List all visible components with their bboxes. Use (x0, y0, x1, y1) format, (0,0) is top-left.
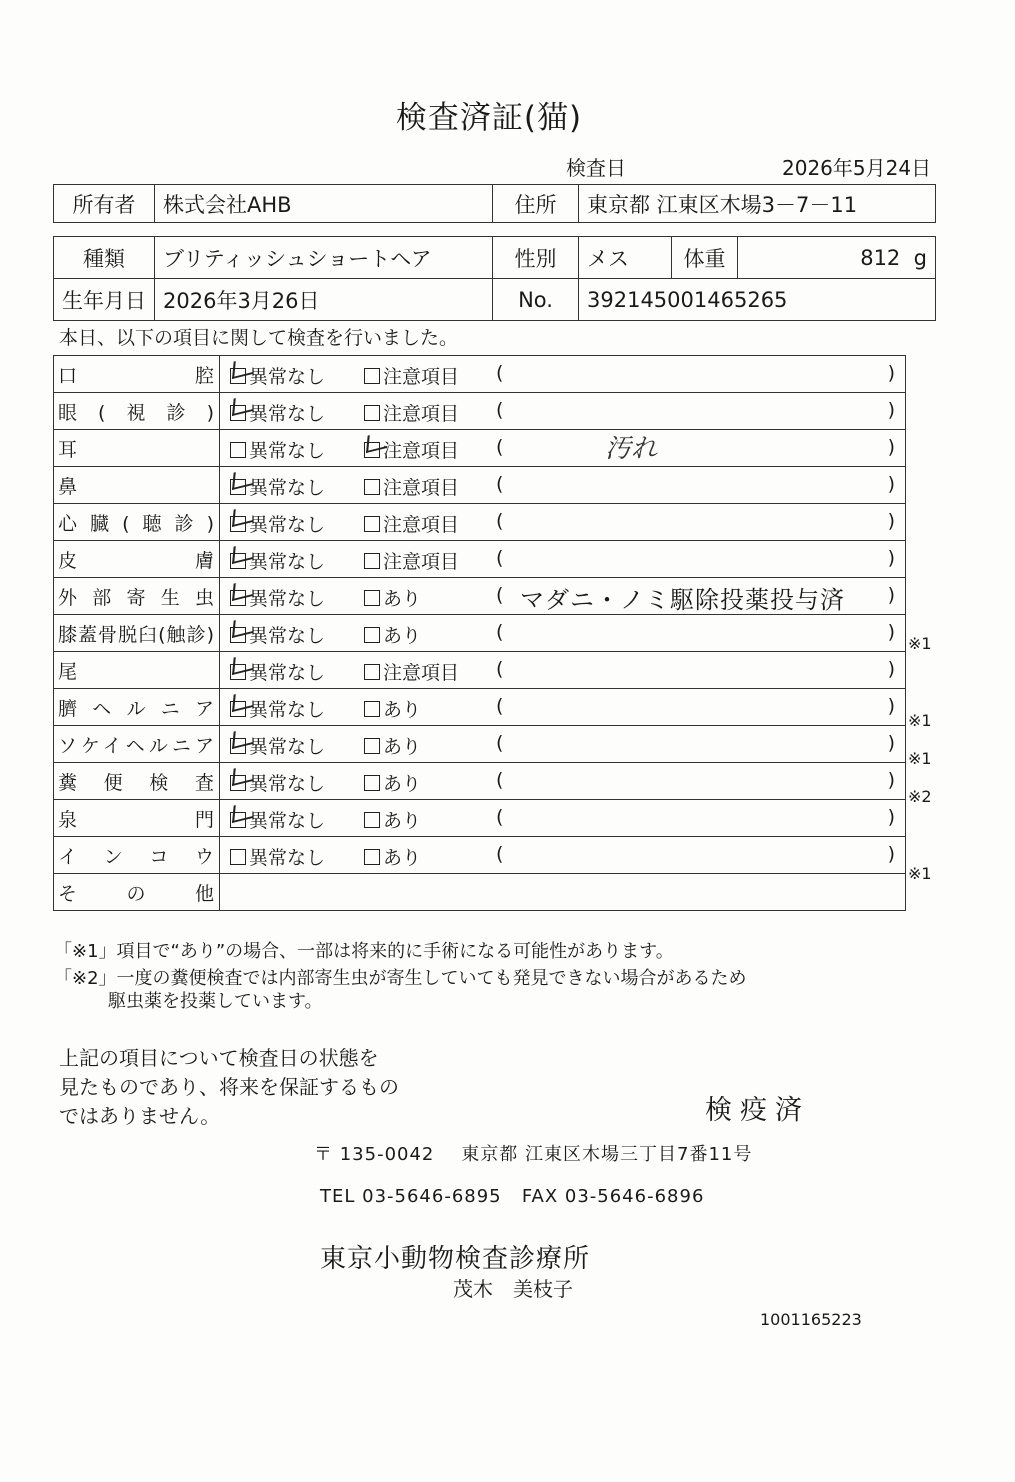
option-label: 異常なし (249, 736, 326, 758)
option-label: 異常なし (249, 366, 326, 388)
checkbox-icon[interactable] (230, 849, 246, 865)
clinic-name: 東京小動物検査診療所 (320, 1244, 591, 1274)
checkbox-icon[interactable] (230, 701, 246, 717)
exam-item-name: ソケイヘルニア (54, 726, 220, 763)
exam-item-name: 口腔 (54, 356, 220, 393)
option-no-abnormality[interactable] (230, 584, 325, 611)
other-value (220, 874, 906, 911)
option-label: 異常なし (249, 662, 326, 684)
paren-close: ) (887, 473, 895, 495)
option-attention[interactable] (364, 362, 459, 389)
reference-mark: ※2 (908, 787, 932, 807)
exam-date-label: 検査日 (566, 156, 626, 180)
paren-open: ( (496, 695, 504, 717)
reference-mark: ※1 (908, 633, 932, 653)
option-label: 異常なし (249, 847, 326, 869)
footnote-2: 「※2」一度の糞便検査では内部寄生虫が寄生していても発見できない場合があるため (54, 968, 747, 989)
exam-options (220, 689, 906, 726)
option-no-abnormality[interactable] (230, 695, 325, 722)
reference-mark: ※1 (908, 864, 932, 884)
option-label: 異常なし (249, 699, 326, 721)
exam-options (220, 837, 906, 874)
birth-label: 生年月日 (54, 279, 155, 321)
paren-open: ( (496, 806, 504, 828)
paren-open: ( (496, 769, 504, 791)
checkbox-icon[interactable] (230, 442, 246, 458)
exam-row (54, 615, 906, 652)
option-label: 注意項目 (383, 551, 460, 573)
option-label: あり (383, 699, 422, 721)
checkbox-icon[interactable] (364, 664, 380, 680)
checkbox-icon[interactable] (364, 627, 380, 643)
exam-table (53, 355, 906, 911)
checkbox-icon[interactable] (364, 590, 380, 606)
exam-row (54, 504, 906, 541)
exam-options (220, 763, 906, 800)
exam-item-name: 鼻 (54, 467, 220, 504)
option-no-abnormality[interactable] (230, 436, 325, 463)
number-value: 392145001465265 (579, 279, 936, 321)
option-attention[interactable] (364, 621, 421, 648)
checkbox-icon[interactable] (230, 368, 246, 384)
paren-open: ( (496, 399, 504, 421)
exam-row (54, 689, 906, 726)
exam-options (220, 578, 906, 615)
exam-note: マダニ・ノミ駆除投薬投与済 (520, 586, 845, 614)
checkbox-icon[interactable] (364, 738, 380, 754)
exam-options (220, 430, 906, 467)
paren-open: ( (496, 436, 504, 458)
owner-table (53, 184, 936, 223)
address-value: 東京都 江東区木場3－7－11 (579, 185, 936, 223)
exam-row (54, 393, 906, 430)
checkbox-icon[interactable] (230, 590, 246, 606)
clinic-address: 東京都 江東区木場三丁目7番11号 (461, 1144, 753, 1165)
paren-close: ) (887, 510, 895, 532)
option-label: 注意項目 (383, 477, 460, 499)
exam-row (54, 763, 906, 800)
exam-item-name: 泉門 (54, 800, 220, 837)
option-no-abnormality[interactable] (230, 769, 325, 796)
option-label: 注意項目 (383, 366, 460, 388)
disclaimer-line: ではありません。 (59, 1104, 221, 1128)
option-attention[interactable] (364, 843, 421, 870)
checkbox-icon[interactable] (364, 516, 380, 532)
exam-item-name: インコウ (54, 837, 220, 874)
option-no-abnormality[interactable] (230, 399, 325, 426)
exam-row-other (54, 874, 906, 911)
exam-options (220, 541, 906, 578)
option-label: あり (383, 625, 422, 647)
handwritten-note: 汚れ (605, 434, 658, 464)
clinic-address-line (314, 1140, 752, 1166)
checkbox-icon[interactable] (230, 738, 246, 754)
option-label: 異常なし (249, 403, 326, 425)
checkbox-icon[interactable] (364, 553, 380, 569)
paren-close: ) (887, 362, 895, 384)
option-attention[interactable] (364, 436, 459, 463)
clinic-fax: FAX 03-5646-6896 (521, 1186, 705, 1207)
exam-options (220, 356, 906, 393)
paren-close: ) (887, 436, 895, 458)
exam-item-name: 耳 (54, 430, 220, 467)
option-no-abnormality[interactable] (230, 510, 325, 537)
checkbox-icon[interactable] (230, 405, 246, 421)
exam-options (220, 393, 906, 430)
option-attention[interactable] (364, 695, 421, 722)
exam-item-name: 皮膚 (54, 541, 220, 578)
exam-item-name: 外部寄生虫 (54, 578, 220, 615)
paren-close: ) (887, 621, 895, 643)
checkbox-icon[interactable] (364, 775, 380, 791)
exam-row (54, 541, 906, 578)
checkbox-icon[interactable] (230, 553, 246, 569)
checkbox-icon[interactable] (364, 849, 380, 865)
checkbox-icon[interactable] (230, 812, 246, 828)
option-label: あり (383, 847, 422, 869)
paren-close: ) (887, 399, 895, 421)
intro-text: 本日、以下の項目に関して検査を行いました。 (59, 327, 459, 349)
inspection-stamp: 検疫済 (705, 1095, 810, 1126)
paren-open: ( (496, 510, 504, 532)
paren-close: ) (887, 732, 895, 754)
option-no-abnormality[interactable] (230, 732, 325, 759)
weight-unit: g (913, 245, 927, 270)
exam-options (220, 504, 906, 541)
footnote-1: 「※1」項目で“あり”の場合、一部は将来的に手術になる可能性があります。 (54, 941, 674, 962)
paren-open: ( (496, 621, 504, 643)
paren-close: ) (887, 658, 895, 680)
option-label: あり (383, 810, 422, 832)
disclaimer-line: 見たものであり、将来を保証するもの (59, 1075, 399, 1099)
checkbox-icon[interactable] (364, 812, 380, 828)
exam-item-name: 心臓(聴診) (54, 504, 220, 541)
checkbox-icon[interactable] (364, 405, 380, 421)
paren-close: ) (887, 843, 895, 865)
option-attention[interactable] (364, 547, 459, 574)
exam-options (220, 800, 906, 837)
sex-value: メス (579, 237, 672, 279)
exam-row (54, 726, 906, 763)
checkbox-icon[interactable] (364, 701, 380, 717)
option-label: あり (383, 736, 422, 758)
exam-row (54, 837, 906, 874)
clinic-contact-line (320, 1186, 704, 1207)
option-label: あり (383, 588, 422, 610)
reference-mark: ※1 (908, 710, 932, 730)
paren-close: ) (887, 695, 895, 717)
exam-row (54, 652, 906, 689)
paren-open: ( (496, 843, 504, 865)
option-label: 異常なし (249, 477, 326, 499)
option-label: あり (383, 773, 422, 795)
clinic-tel: TEL 03-5646-6895 (320, 1186, 502, 1207)
option-label: 注意項目 (383, 514, 460, 536)
checkbox-icon[interactable] (364, 442, 380, 458)
option-label: 注意項目 (383, 403, 460, 425)
paren-close: ) (887, 584, 895, 606)
option-label: 異常なし (249, 773, 326, 795)
exam-row (54, 578, 906, 615)
disclaimer (59, 1044, 399, 1131)
paren-close: ) (887, 547, 895, 569)
option-attention[interactable] (364, 658, 459, 685)
option-attention[interactable] (364, 769, 421, 796)
option-attention[interactable] (364, 806, 421, 833)
option-no-abnormality[interactable] (230, 843, 325, 870)
exam-item-name: 眼(視診) (54, 393, 220, 430)
document-id: 1001165223 (760, 1310, 862, 1329)
paren-open: ( (496, 584, 504, 606)
paren-close: ) (887, 769, 895, 791)
pet-row-2 (54, 279, 936, 321)
weight-value: 812 (860, 245, 901, 270)
breed-value: ブリティッシュショートヘア (155, 237, 493, 279)
option-no-abnormality[interactable] (230, 658, 325, 685)
number-label: No. (493, 279, 579, 321)
exam-item-name: 糞便検査 (54, 763, 220, 800)
page-title: 検査済証(猫) (395, 100, 583, 136)
footnote-2-continued: 駆虫薬を投薬しています。 (108, 991, 323, 1012)
owner-label: 所有者 (54, 185, 155, 223)
weight-label: 体重 (672, 237, 738, 279)
owner-value: 株式会社AHB (155, 185, 493, 223)
option-no-abnormality[interactable] (230, 806, 325, 833)
option-attention[interactable] (364, 732, 421, 759)
exam-row (54, 467, 906, 504)
option-label: 異常なし (249, 625, 326, 647)
exam-options (220, 615, 906, 652)
weight-cell (738, 237, 936, 279)
checkbox-icon[interactable] (230, 479, 246, 495)
clinic-postal: 〒 135-0042 (314, 1144, 435, 1165)
disclaimer-line: 上記の項目について検査日の状態を (59, 1046, 379, 1070)
sex-label: 性別 (493, 237, 579, 279)
checkbox-icon[interactable] (230, 516, 246, 532)
exam-item-name: 臍ヘルニア (54, 689, 220, 726)
other-label: その他 (54, 874, 220, 911)
checkbox-icon[interactable] (230, 664, 246, 680)
exam-row (54, 430, 906, 467)
option-no-abnormality[interactable] (230, 362, 325, 389)
option-no-abnormality[interactable] (230, 547, 325, 574)
paren-open: ( (496, 473, 504, 495)
option-label: 異常なし (249, 588, 326, 610)
option-no-abnormality[interactable] (230, 473, 325, 500)
checkbox-icon[interactable] (230, 775, 246, 791)
paren-open: ( (496, 658, 504, 680)
option-label: 異常なし (249, 514, 326, 536)
exam-row (54, 800, 906, 837)
checkbox-icon[interactable] (364, 368, 380, 384)
checkbox-icon[interactable] (230, 627, 246, 643)
option-attention[interactable] (364, 399, 459, 426)
birth-value: 2026年3月26日 (155, 279, 493, 321)
address-label: 住所 (493, 185, 579, 223)
reference-mark: ※1 (908, 749, 932, 768)
paren-open: ( (496, 547, 504, 569)
exam-options (220, 467, 906, 504)
option-no-abnormality[interactable] (230, 621, 325, 648)
option-attention[interactable] (364, 584, 421, 611)
exam-options (220, 726, 906, 763)
option-label: 注意項目 (383, 662, 460, 684)
paren-open: ( (496, 362, 504, 384)
exam-date-value: 2026年5月24日 (782, 156, 932, 180)
exam-item-name: 尾 (54, 652, 220, 689)
exam-row (54, 356, 906, 393)
option-label: 異常なし (249, 810, 326, 832)
pet-table (53, 236, 936, 321)
checkbox-icon[interactable] (364, 479, 380, 495)
exam-item-name: 膝蓋骨脱臼(触診) (54, 615, 220, 652)
exam-options (220, 652, 906, 689)
paren-open: ( (496, 732, 504, 754)
owner-row (54, 185, 936, 223)
option-label: 異常なし (249, 440, 326, 462)
paren-close: ) (887, 806, 895, 828)
option-label: 異常なし (249, 551, 326, 573)
clinic-person: 茂木 美枝子 (453, 1277, 573, 1301)
option-attention[interactable] (364, 473, 459, 500)
pet-row-1 (54, 237, 936, 279)
option-label: 注意項目 (383, 440, 460, 462)
breed-label: 種類 (54, 237, 155, 279)
option-attention[interactable] (364, 510, 459, 537)
